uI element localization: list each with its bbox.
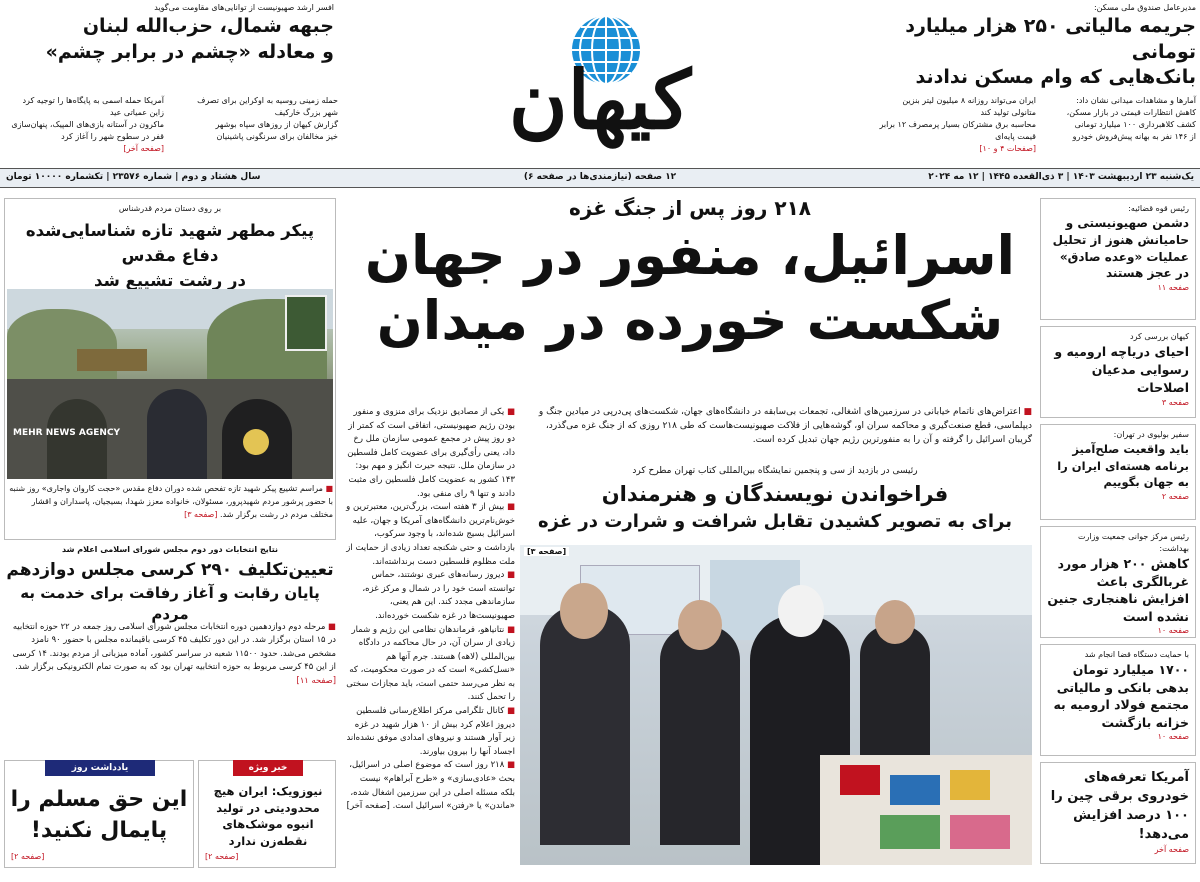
bullet-icon: ■ (504, 624, 515, 635)
sidebar-kicker: رئیس قوه قضائیه: (1128, 204, 1189, 213)
sidebar-headline: باید واقعیت صلح‌آمیز برنامه هسته‌ای ایران را به جهان بگوییم (1057, 442, 1189, 490)
paragraph: دیروز رسانه‌های عبری نوشتند، حماس توانسته است خود را در شمال و مرکز غزه، سازماندهی مجدد کند. این هم یعنی، صهیونیست‌ها در غزه شکست خورده‌اند. (362, 570, 515, 621)
list-item: زاین عمیاتی عید (109, 108, 164, 117)
headline-line-2: پایان رقابت و آغاز رفاقت برای خدمت به مردم (20, 583, 320, 624)
list-item: ایران می‌تواند روزانه ۸ میلیون لیتر بنزین (902, 96, 1036, 105)
bookfair-headline (520, 480, 1030, 535)
date-band (0, 168, 1200, 188)
headline-line-1: تعیین‌تکلیف ۲۹۰ کرسی مجلس دوازدهم (6, 560, 334, 580)
paragraph: نتانیاهو، فرماندهان نظامی این رژیم و شمار زیادی از سران آن، در حال محاکمه در دادگاه بین‌المللی (لاهه) هستند. جرم آنها هم «نسل‌کشی» است که در صورت محکومیت، که به نظر می‌رسد حتمی است، باید مجازات سختی را تحمل کنند. (346, 624, 515, 703)
top-mid-items (860, 95, 1036, 155)
bookfair-kicker: رئیسی در بازدید از سی و پنجمین نمایشگاه بین‌المللی کتاب تهران مطرح کرد (632, 466, 918, 476)
bullet-icon: ■ (328, 621, 336, 631)
page-ref: [صفحه ۳] (184, 509, 218, 519)
martyr-box (4, 198, 336, 540)
page-count: ۱۲ صفحه (نیازمندی‌ها در صفحه ۶) (523, 172, 677, 182)
list-item: قفر در سطوح شهر را آغاز کرد (61, 132, 164, 141)
bookfair-photo (520, 545, 1032, 865)
main-column (345, 406, 515, 868)
page-ref: صفحه ۲ (1161, 492, 1189, 502)
page-ref: [صفحه ۳] (524, 547, 569, 556)
martyr-caption (9, 483, 333, 521)
story-headline: بانک‌هایی که وام مسکن ندادند (915, 66, 1196, 89)
lead-text: اعتراض‌های ناتمام خیابانی در سرزمین‌های اشغالی، تجمعات بی‌سابقه در دانشگاه‌های جهان، شکست‌های پی‌درپی در میادین جنگ و دیپلماسی، قطع صنعت‌گیری و محاکمه سران او، گوشه‌هایی از فلاکت صهیونیست‌هاست که طی ۲۱۸ روزی که از جنگ غزه می‌گذرد، گریبان اسرائیل را گرفته و آن را به منفورترین رژیم جهان تبدیل کرده است. (538, 407, 1032, 445)
sidebar-headline: احیای دریاچه ارومیه و رسوایی مدعیان اصلاحات (1054, 344, 1189, 396)
story-headline: جریمه مالیاتی ۲۵۰ هزار میلیارد تومانی (905, 15, 1196, 63)
sidebar-kicker: کیهان بررسی کرد (1130, 332, 1189, 341)
logo-text: کیهان (508, 53, 692, 147)
bullet-icon: ■ (504, 570, 515, 581)
list-item: متانولی تولید کند (980, 108, 1036, 117)
sidebar-item (1040, 526, 1196, 638)
list-item: آمارها و مشاهدات میدانی نشان داد: (1076, 96, 1196, 105)
page-ref: [صفحات ۴ و ۱۰] (979, 144, 1036, 153)
main-lead (520, 406, 1032, 448)
bullet-icon: ■ (1023, 407, 1032, 417)
bullet-icon: ■ (504, 502, 515, 513)
bullet-icon: ■ (504, 760, 515, 771)
top-right-story (860, 2, 1196, 91)
page-ref: [صفحه ۲] (205, 852, 239, 861)
martyr-headline (5, 219, 335, 293)
list-item: خیز مخالفان برای سرنگونی پاشینیان (216, 132, 338, 141)
page-ref: [صفحه ۱۱] (296, 674, 336, 685)
special-box (198, 760, 336, 868)
list-item: محاسبه برق مشترکان بسیار پرمصرف ۱۲ برابر (879, 120, 1036, 129)
election-headline (4, 558, 336, 626)
sidebar (1040, 198, 1196, 878)
list-item: از ۱۴۶ نفر به بهانه پیش‌فروش خودرو (1072, 132, 1196, 141)
list-item: ماکرون در آستانه بازی‌های المپیک، پنهان‌سازی (11, 120, 164, 129)
page-ref: صفحه ۱۰ (1157, 626, 1189, 635)
bullet-icon: ■ (325, 484, 333, 493)
page-ref: صفحه ۱۱ (1157, 283, 1189, 293)
headline-line-2: پایمال نکنید! (30, 817, 168, 843)
sidebar-headline: دشمن صهیونیستی و حامیانش هنوز از تحلیل عملیات «وعده صادق» در عجز هستند (1052, 216, 1189, 281)
paragraph: مرحله دوم دوازدهمین دوره انتخابات مجلس شورای اسلامی روز جمعه در ۲۲ حوزه انتخابیه در ۱۵ استان برگزار شد. در این دور تکلیف ۴۵ کرسی باقیمانده مجلس با حضور ۹۰ نامزد مشخص می‌شد. حدود ۱۱۵۰۰ شعبه در سراسر کشور، آماده میزبانی از مردم بودند. ۱۴ کرسی از این ۴۵ کرسی مربوط به حوزه انتخابیه تهران بود که به صورت تمام الکترونیکی برگزار شد. (12, 621, 336, 672)
bullet-icon: ■ (504, 407, 515, 417)
agency-watermark: MEHR NEWS AGENCY (13, 428, 121, 438)
sidebar-headline: ۱۷۰۰ میلیارد تومان بدهی بانکی و مالیاتی مجتمع فولاد ارومیه به خزانه بازگشت (1053, 662, 1189, 730)
page-ref: [صفحه ۲] (11, 852, 45, 861)
election-kicker: نتایج انتخابات دور دوم مجلس شورای اسلامی اعلام شد (62, 545, 278, 554)
headline-line-2: برای به تصویر کشیدن تقابل شرافت و شرارت در غزه (538, 511, 1012, 533)
memo-box (4, 760, 194, 868)
logo (420, 10, 780, 160)
list-item: کاهش انتظارات قیمتی در بازار مسکن، (1066, 108, 1196, 117)
page-ref: [صفحه آخر] (123, 144, 164, 153)
sidebar-kicker: رئیس مرکز جوانی جمعیت وزارت بهداشت: (1077, 532, 1189, 553)
paragraph: کانال تلگرامی مرکز اطلاع‌رسانی فلسطین دیروز اعلام کرد بیش از ۱۰ هزار شهید در غزه زیر آوار هستند و نیروهای امدادی موفق نشده‌اند اجساد آنها را بیرون بیاورند. (346, 706, 515, 757)
list-item: حمله زمینی روسیه به اوکراین برای تصرف (197, 96, 338, 105)
top-left-story (4, 2, 334, 65)
special-tag: خبر ویژه (233, 760, 303, 776)
paragraph: یکی از مصادیق نزدیک برای منزوی و منفور بودن رژیم صهیونیستی، اتفاقی است که کمتر از دو روز پیش در مجمع عمومی سازمان ملل رخ داد، یعنی رأی‌گیری برای عضویت کامل فلسطین در سازمان ملل. نتیجه حیرت انگیز و مهم بود: ۱۴۳ کشور به عضویت کامل فلسطین رای مثبت دادند و تنها ۹ رای منفی بود. (347, 407, 515, 499)
headline-line-1: فراخواندن نویسندگان و هنرمندان (601, 482, 949, 506)
memo-headline (5, 785, 193, 847)
top-left-items-2 (170, 95, 338, 143)
paragraph: بیش از ۳ هفته است، بزرگ‌ترین، معتبرترین و خوش‌نام‌ترین دانشگاه‌های آمریکا و جهان، علیه اسرائیل بسیج شده‌اند، با وجود سرکوب، بازداشت و حتی شکنجه تعداد زیادی از حمایت از ملت مظلوم فلسطین دست برنداشته‌اند. (346, 502, 515, 567)
headline-line-1: پیکر مطهر شهید تازه شناسایی‌شده دفاع مقدس (25, 221, 315, 265)
sidebar-kicker: با حمایت دستگاه قضا انجام شد (1084, 650, 1189, 659)
top-left-items (4, 95, 164, 155)
headline-line-2: شکست خورده در میدان (376, 288, 1004, 352)
page-ref: صفحه ۳ (1161, 398, 1189, 408)
election-text (4, 620, 336, 756)
list-item: آمریکا حمله اسمی به پایگاه‌ها را توجیه کرد (22, 96, 164, 105)
sidebar-headline: کاهش ۲۰۰ هزار مورد غربالگری باعث افزایش ناهنجاری جنین نشده است (1047, 556, 1189, 624)
issue-date: یک‌شنبه ۲۳ اردیبهشت ۱۴۰۳ | ۳ ذی‌القعده ۱۴۴۵ | ۱۲ مه ۲۰۲۴ (928, 172, 1194, 182)
story-kicker: مدیرعامل صندوق ملی مسکن: (1093, 3, 1196, 12)
special-headline: نیوزویک: ایران هیچ محدودیتی در تولید انبوه موشک‌های نقطه‌زن ندارد (213, 784, 323, 849)
sidebar-kicker: سفیر بولیوی در تهران: (1113, 430, 1189, 439)
story-headline: و معادله «چشم در برابر چشم» (45, 40, 334, 63)
list-item: قیمت پایه‌ای (995, 132, 1036, 141)
headline-line-1: اسرائیل، منفور در جهان (364, 224, 1016, 287)
issue-number: سال هشتاد و دوم | شماره ۲۳۵۷۶ | تکشماره ۱۰۰۰۰ تومان (6, 172, 261, 182)
martyr-kicker: بر روی دستان مردم قدرشناس (118, 204, 222, 213)
main-kicker: ۲۱۸ روز پس از جنگ غزه (568, 196, 811, 220)
main-headline (345, 224, 1035, 354)
headline-line-1: این حق مسلم را (10, 787, 188, 812)
bullet-icon: ■ (504, 706, 515, 717)
top-right-items (1040, 95, 1196, 143)
sidebar-item (1040, 644, 1196, 756)
memo-tag: یادداشت روز (45, 760, 155, 776)
caption-text: مراسم تشییع پیکر شهید تازه تفحص شده دوران دفاع مقدس «حجت کاروان واجاری» روز شنبه با حضور پرشور مردم شهیدپرور، مسئولان، خانواده معزز شهدا، بسیجیان، پاسداران و اقشار مختلف مردم در رشت برگزار شد. (9, 484, 333, 519)
sidebar-headline: آمریکا تعرفه‌های خودروی برقی چین را ۱۰۰ درصد افزایش می‌دهد! (1050, 770, 1189, 842)
list-item: کشف کلاهبرداری ۱۰۰ میلیارد تومانی (1074, 120, 1196, 129)
paragraph: ۲۱۸ روز است که موضوع اصلی در اسرائیل، بحث «عادی‌سازی» و «طرح آبراهام» نیست بلکه مسئله اصلی در این سرزمین اشغال شده، «ماندن» یا «رفتن» اسرائیل است. [صفحه آخر] (346, 760, 515, 812)
story-headline: جبهه شمال، حزب‌الله لبنان (82, 15, 334, 37)
sidebar-item (1040, 326, 1196, 418)
sidebar-item (1040, 424, 1196, 520)
funeral-photo (7, 289, 333, 479)
sidebar-item (1040, 762, 1196, 864)
list-item: شهر بزرگ خارکیف (274, 108, 338, 117)
sidebar-item (1040, 198, 1196, 320)
page-ref: صفحه ۱۰ (1157, 732, 1189, 741)
story-kicker: افسر ارشد صهیونیست از توانایی‌های مقاومت می‌گوید (154, 3, 334, 12)
list-item: گزارش کیهان از روزهای سپاه بوشهر (215, 120, 338, 129)
headline-line-2: در رشت تشییع شد (94, 270, 246, 290)
page-ref: صفحه آخر (1154, 845, 1189, 855)
